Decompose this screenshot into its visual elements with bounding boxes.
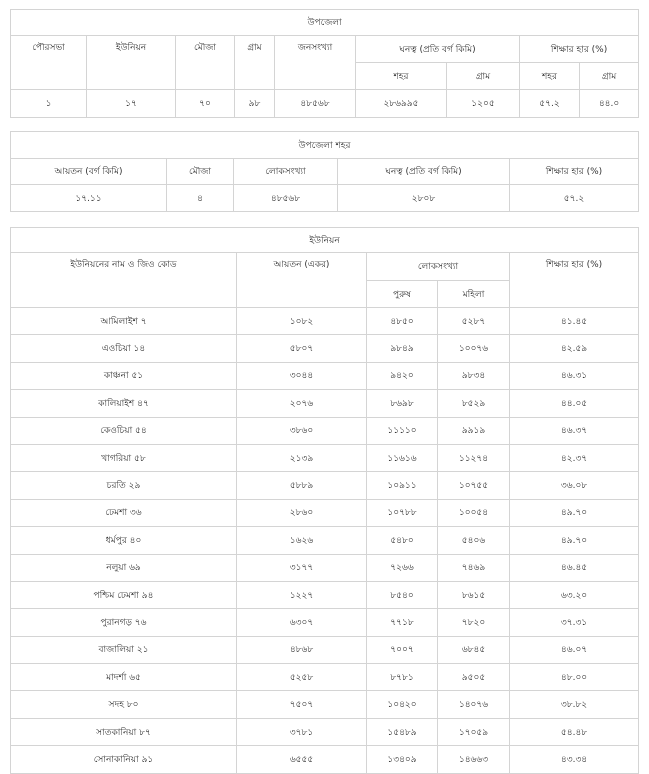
union-cell-area: ৬৫৫৫ xyxy=(237,746,367,773)
union-cell-area: ২০৭৬ xyxy=(237,390,367,417)
union-cell-male: ১০৪২০ xyxy=(367,691,438,718)
upazila-city-table xyxy=(10,131,639,212)
union-cell-literacy: ৪৩.৩৪ xyxy=(510,746,639,773)
union-cell-name: ধর্মপুর ৪০ xyxy=(11,527,237,554)
union-cell-name: আমিলাইশ ৭ xyxy=(11,308,237,335)
table-row xyxy=(11,691,639,718)
union-cell-male: ৮৫৪০ xyxy=(367,581,438,608)
header-literacy-city: শহর xyxy=(520,63,580,90)
table-row xyxy=(11,527,639,554)
union-cell-literacy: ৪৬.০৭ xyxy=(510,636,639,663)
union-cell-area: ৪৮৬৮ xyxy=(237,636,367,663)
union-header-male: পুরুষ xyxy=(367,281,438,308)
union-cell-female: ৮৬১৫ xyxy=(438,581,510,608)
union-cell-area: ২৮৬০ xyxy=(237,499,367,526)
city-header-area: আয়তন (বর্গ কিমি) xyxy=(11,159,167,185)
union-cell-area: ৩০৪৪ xyxy=(237,362,367,389)
union-cell-literacy: ৪৮.০০ xyxy=(510,664,639,691)
union-cell-literacy: ৪৬.৩৭ xyxy=(510,417,639,444)
header-density-village: গ্রাম xyxy=(447,63,520,90)
union-cell-male: ৭৭১৮ xyxy=(367,609,438,636)
value-pourashava: ১ xyxy=(11,90,87,118)
union-cell-female: ৯৫০৫ xyxy=(438,664,510,691)
value-union: ১৭ xyxy=(87,90,176,118)
value-village: ৯৮ xyxy=(235,90,275,118)
union-cell-female: ১৪৬৬৩ xyxy=(438,746,510,773)
union-cell-literacy: ৩৭.৩১ xyxy=(510,609,639,636)
union-cell-name: বাজালিয়া ২১ xyxy=(11,636,237,663)
union-cell-name: কাঞ্চনা ৫১ xyxy=(11,362,237,389)
union-cell-area: ১২২৭ xyxy=(237,581,367,608)
upazila-table xyxy=(10,9,639,118)
union-cell-female: ৯৮৩৪ xyxy=(438,362,510,389)
union-cell-area: ১৬২৬ xyxy=(237,527,367,554)
union-cell-name: পুরানগড় ৭৬ xyxy=(11,609,237,636)
union-cell-area: ৫৮০৭ xyxy=(237,335,367,362)
union-header-name: ইউনিয়নের নাম ও জিও কোড xyxy=(11,253,237,308)
union-cell-male: ৯৮৪৯ xyxy=(367,335,438,362)
union-cell-male: ১০৭৮৮ xyxy=(367,499,438,526)
union-cell-name: এওচিয়া ১৪ xyxy=(11,335,237,362)
table-row xyxy=(11,636,639,663)
union-cell-female: ৮৫২৯ xyxy=(438,390,510,417)
union-cell-female: ১০৭৫৫ xyxy=(438,472,510,499)
union-cell-area: ২১৩৯ xyxy=(237,444,367,471)
union-cell-area: ৫২৫৮ xyxy=(237,664,367,691)
union-title: ইউনিয়ন xyxy=(11,228,639,253)
union-cell-male: ৮৬৯৮ xyxy=(367,390,438,417)
union-cell-literacy: ৪৯.৭০ xyxy=(510,499,639,526)
city-value-literacy: ৫৭.২ xyxy=(510,185,639,212)
union-cell-area: ৫৮৮৯ xyxy=(237,472,367,499)
union-cell-female: ১০০৫৪ xyxy=(438,499,510,526)
table-row xyxy=(11,499,639,526)
union-cell-male: ৫৪৮০ xyxy=(367,527,438,554)
union-cell-male: ৮৭৮১ xyxy=(367,664,438,691)
table-row xyxy=(11,444,639,471)
union-cell-literacy: ৪২.৩৭ xyxy=(510,444,639,471)
header-mouza: মৌজা xyxy=(176,36,235,90)
city-header-population: লোকসংখ্যা xyxy=(234,159,338,185)
value-density-city: ২৮৬৯৯৫ xyxy=(356,90,447,118)
city-value-mouza: ৪ xyxy=(167,185,234,212)
table-row xyxy=(11,664,639,691)
union-cell-male: ৭২৬৬ xyxy=(367,554,438,581)
value-literacy-city: ৫৭.২ xyxy=(520,90,580,118)
table-row xyxy=(11,472,639,499)
city-value-area: ১৭.১১ xyxy=(11,185,167,212)
union-cell-male: ১১১১০ xyxy=(367,417,438,444)
table-row xyxy=(11,554,639,581)
union-cell-female: ১৪০৭৬ xyxy=(438,691,510,718)
table-row xyxy=(11,390,639,417)
upazila-city-title: উপজেলা শহর xyxy=(11,132,639,159)
city-header-mouza: মৌজা xyxy=(167,159,234,185)
union-cell-male: ১১৬১৬ xyxy=(367,444,438,471)
union-cell-area: ৩১৭৭ xyxy=(237,554,367,581)
union-cell-male: ১৩৪০৯ xyxy=(367,746,438,773)
union-cell-literacy: ৬৩.২০ xyxy=(510,581,639,608)
union-cell-area: ১০৮২ xyxy=(237,308,367,335)
union-cell-female: ৬৮৪৫ xyxy=(438,636,510,663)
header-literacy: শিক্ষার হার (%) xyxy=(520,36,639,63)
union-cell-literacy: ৪৬.৪৫ xyxy=(510,554,639,581)
union-cell-area: ৩৭৮১ xyxy=(237,718,367,745)
union-cell-literacy: ৫৪.৪৮ xyxy=(510,718,639,745)
union-cell-name: পশ্চিম ঢেমশা ৯৪ xyxy=(11,581,237,608)
union-cell-female: ১৭০৫৯ xyxy=(438,718,510,745)
table-row xyxy=(11,581,639,608)
union-cell-literacy: ৪১.৪৫ xyxy=(510,308,639,335)
header-pourashava: পৌরসভা xyxy=(11,36,87,90)
union-cell-literacy: ৪২.৫৯ xyxy=(510,335,639,362)
union-cell-name: সাতকানিয়া ৮৭ xyxy=(11,718,237,745)
header-village: গ্রাম xyxy=(235,36,275,90)
header-density: ঘনত্ব (প্রতি বর্গ কিমি) xyxy=(356,36,520,63)
union-header-literacy: শিক্ষার হার (%) xyxy=(510,253,639,308)
union-cell-female: ৫২৮৭ xyxy=(438,308,510,335)
union-cell-name: কেওচিয়া ৫৪ xyxy=(11,417,237,444)
union-cell-female: ৫৪০৬ xyxy=(438,527,510,554)
union-cell-area: ৬৩০৭ xyxy=(237,609,367,636)
table-row xyxy=(11,609,639,636)
value-mouza: ৭০ xyxy=(176,90,235,118)
table-row xyxy=(11,335,639,362)
union-cell-name: নলুয়া ৬৯ xyxy=(11,554,237,581)
header-population: জনসংখ্যা xyxy=(275,36,356,90)
union-cell-male: ৪৮৫০ xyxy=(367,308,438,335)
union-cell-area: ৩৮৬০ xyxy=(237,417,367,444)
union-cell-female: ৯৯১৯ xyxy=(438,417,510,444)
union-cell-female: ১০০৭৬ xyxy=(438,335,510,362)
union-cell-literacy: ৪৪.০৫ xyxy=(510,390,639,417)
union-header-area: আয়তন (একর) xyxy=(237,253,367,308)
header-density-city: শহর xyxy=(356,63,447,90)
union-header-female: মহিলা xyxy=(438,281,510,308)
table-row xyxy=(11,362,639,389)
union-cell-name: খাগরিয়া ৫৮ xyxy=(11,444,237,471)
value-literacy-village: ৪৪.০ xyxy=(580,90,639,118)
union-cell-male: ১৫৪৮৯ xyxy=(367,718,438,745)
union-cell-name: কালিয়াইশ ৪৭ xyxy=(11,390,237,417)
union-cell-female: ৭৮২০ xyxy=(438,609,510,636)
value-density-village: ১২০৫ xyxy=(447,90,520,118)
union-cell-name: সোনাকানিয়া ৯১ xyxy=(11,746,237,773)
city-value-density: ২৮০৮ xyxy=(338,185,510,212)
union-cell-literacy: ৩৮.৮২ xyxy=(510,691,639,718)
union-cell-male: ৯৪২০ xyxy=(367,362,438,389)
city-value-population: ৪৮৫৬৮ xyxy=(234,185,338,212)
union-cell-male: ৭০০৭ xyxy=(367,636,438,663)
city-header-literacy: শিক্ষার হার (%) xyxy=(510,159,639,185)
table-row xyxy=(11,417,639,444)
header-union: ইউনিয়ন xyxy=(87,36,176,90)
upazila-title: উপজেলা xyxy=(11,10,639,36)
union-cell-female: ৭৪৬৯ xyxy=(438,554,510,581)
union-cell-name: সদহ ৮০ xyxy=(11,691,237,718)
union-cell-literacy: ৪৯.৭০ xyxy=(510,527,639,554)
union-cell-male: ১০৯১১ xyxy=(367,472,438,499)
value-population: ৪৮৫৬৮ xyxy=(275,90,356,118)
union-cell-area: ৭৫০৭ xyxy=(237,691,367,718)
union-cell-literacy: ৩৬.০৮ xyxy=(510,472,639,499)
union-cell-literacy: ৪৬.৩১ xyxy=(510,362,639,389)
union-cell-female: ১১২৭৪ xyxy=(438,444,510,471)
union-cell-name: চরতি ২৯ xyxy=(11,472,237,499)
header-literacy-village: গ্রাম xyxy=(580,63,639,90)
union-cell-name: মাদর্শা ৬৫ xyxy=(11,664,237,691)
union-header-population: লোকসংখ্যা xyxy=(367,253,510,281)
table-row xyxy=(11,308,639,335)
table-row xyxy=(11,718,639,745)
union-cell-name: ঢেমশা ৩৬ xyxy=(11,499,237,526)
union-table xyxy=(10,227,639,774)
city-header-density: ঘনত্ব (প্রতি বর্গ কিমি) xyxy=(338,159,510,185)
table-row xyxy=(11,746,639,773)
